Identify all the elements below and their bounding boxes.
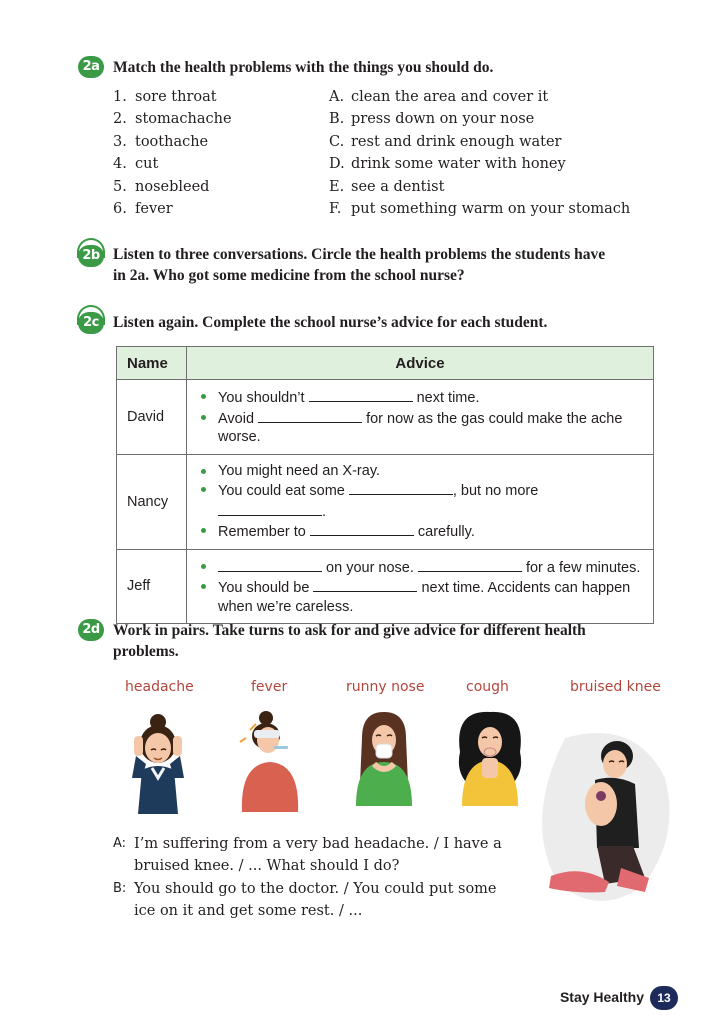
advice-line: Avoid for now as the gas could make the ache worse.	[198, 408, 646, 447]
dialog-line: bruised knee. / ... What should I do?	[134, 858, 400, 874]
fever-illustration	[232, 708, 308, 814]
problem-item: 4. cut	[113, 156, 159, 172]
answer-blank[interactable]	[418, 557, 522, 572]
column-header-name: Name	[117, 347, 187, 380]
dialog-b	[113, 878, 513, 922]
dialog-line: I’m suffering from a very bad headache. / I have a	[134, 836, 502, 852]
speaker-b: B:	[113, 881, 127, 896]
answer-blank[interactable]	[258, 408, 362, 423]
section-2b-instruction-line2: in 2a. Who got some medicine from the school nurse?	[113, 267, 465, 284]
section-2a-instruction: Match the health problems with the things you should do.	[113, 59, 494, 76]
label-fever: fever	[251, 679, 288, 695]
problem-item: 3. toothache	[113, 134, 209, 150]
section-2c-badge: 2c	[78, 312, 104, 334]
advice-cell	[187, 454, 654, 549]
label-runny-nose: runny nose	[346, 679, 425, 695]
advice-line: You shouldn’t next time.	[198, 387, 646, 408]
remedy-item: B. press down on your nose	[329, 111, 535, 127]
section-2d-instruction: Work in pairs. Take turns to ask for and give advice for different health	[113, 622, 586, 639]
answer-blank[interactable]	[218, 557, 322, 572]
advice-cell	[187, 380, 654, 455]
dialog-line: ice on it and get some rest. / ...	[134, 903, 363, 919]
problem-item: 5. nosebleed	[113, 179, 210, 195]
answer-blank[interactable]	[309, 387, 413, 402]
table-row	[117, 454, 654, 549]
advice-line: on your nose. for a few minutes.	[198, 557, 646, 578]
answer-blank[interactable]	[313, 577, 417, 592]
cough-illustration	[450, 708, 530, 808]
advice-cell	[187, 549, 654, 624]
section-2d-badge: 2d	[78, 619, 104, 641]
advice-table	[116, 346, 654, 624]
section-2b-badge: 2b	[78, 245, 104, 267]
table-row	[117, 549, 654, 624]
label-headache: headache	[125, 679, 194, 695]
answer-blank[interactable]	[349, 480, 453, 495]
column-header-advice: Advice	[187, 347, 654, 380]
advice-line: Remember to carefully.	[198, 521, 646, 542]
section-2b-instruction: Listen to three conversations. Circle the health problems the students have	[113, 246, 606, 263]
section-2a-badge: 2a	[78, 56, 104, 78]
dialog-line: You should go to the doctor. / You could put some	[134, 881, 497, 897]
page-number: 13	[650, 986, 678, 1010]
footer-unit-title: Stay Healthy	[559, 989, 644, 1005]
section-2d-instruction-line2: problems.	[113, 643, 179, 660]
problem-item: 2. stomachache	[113, 111, 232, 127]
dialog-a	[113, 833, 513, 877]
advice-line: You might need an X-ray.	[198, 462, 646, 481]
student-name: Nancy	[117, 454, 187, 549]
headache-illustration	[118, 708, 198, 818]
label-bruised-knee: bruised knee	[570, 679, 661, 695]
label-cough: cough	[466, 679, 509, 695]
advice-line: You could eat some , but no more .	[198, 480, 646, 521]
student-name: Jeff	[117, 549, 187, 624]
section-2c-instruction: Listen again. Complete the school nurse’s advice for each student.	[113, 314, 548, 331]
remedy-item: D. drink some water with honey	[329, 156, 566, 172]
runny-nose-illustration	[348, 708, 418, 808]
problem-item: 6. fever	[113, 201, 173, 217]
advice-line: You should be next time. Accidents can happen when we’re careless.	[198, 577, 646, 616]
bruised-knee-illustration	[535, 718, 675, 908]
remedy-item: E. see a dentist	[329, 179, 445, 195]
answer-blank[interactable]	[218, 501, 322, 516]
problem-item: 1. sore throat	[113, 89, 217, 105]
answer-blank[interactable]	[310, 521, 414, 536]
remedy-item: A. clean the area and cover it	[329, 89, 549, 105]
student-name: David	[117, 380, 187, 455]
table-row	[117, 380, 654, 455]
remedy-item: F. put something warm on your stomach	[329, 201, 631, 217]
speaker-a: A:	[113, 836, 127, 851]
remedy-item: C. rest and drink enough water	[329, 134, 562, 150]
